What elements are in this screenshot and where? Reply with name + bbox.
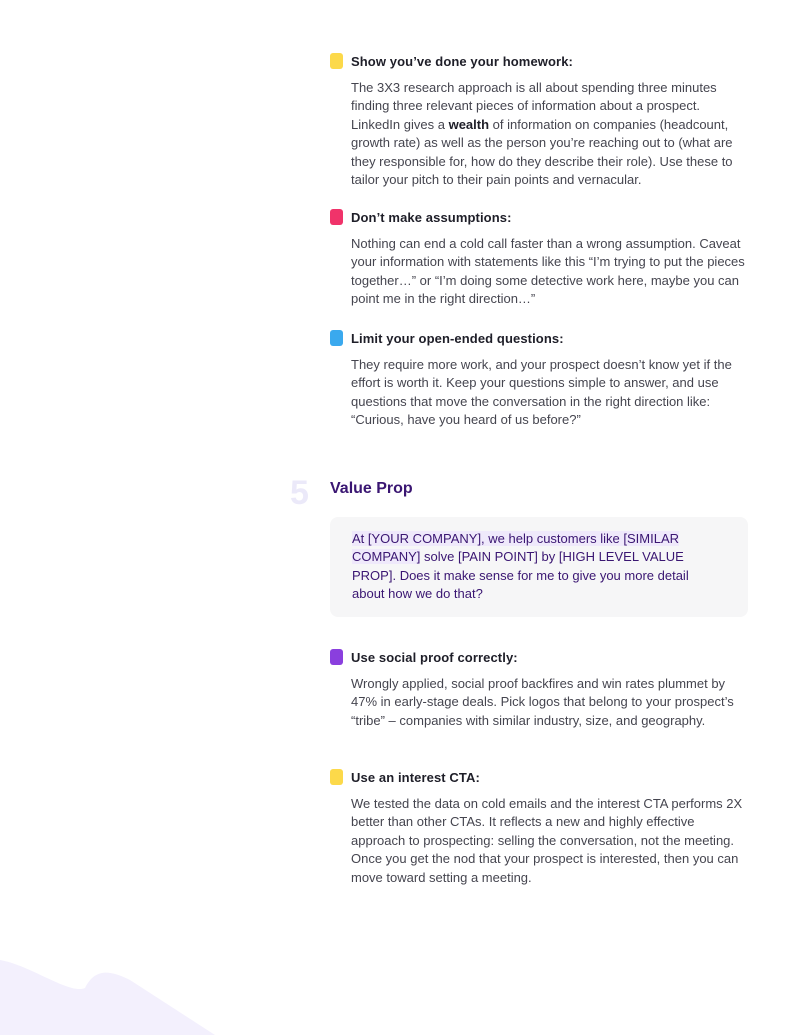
tip-body: Nothing can end a cold call faster than a wrong assumption. Caveat your information with statements like this “I’m trying to put the pieces together…” or “I’m doing some detective work here, maybe you can point me in the right direction…” bbox=[351, 236, 745, 307]
tip-body-emphasis: wealth bbox=[448, 116, 490, 132]
tip-assumptions bbox=[330, 208, 750, 309]
tip-title: Don’t make assumptions: bbox=[351, 209, 512, 225]
tip-header bbox=[330, 648, 750, 666]
tip-homework bbox=[330, 52, 750, 189]
tip-title: Use social proof correctly: bbox=[351, 649, 518, 665]
quote-text: solve [PAIN POINT] by [HIGH LEVEL VALUE PROP]. bbox=[352, 549, 684, 583]
tip-interest-cta bbox=[330, 768, 750, 887]
tip-header bbox=[330, 768, 750, 786]
tip-title: Limit your open-ended questions: bbox=[351, 330, 564, 346]
tip-body-text: of information on companies (headcount, growth rate) as well as the person you’re reaching out to (what are they responsible for, how do they describe their role). Use these to tailor your pitch to their pain points and vernacular. bbox=[351, 116, 733, 188]
tip-open-ended bbox=[330, 329, 750, 430]
tip-title: Use an interest CTA: bbox=[351, 769, 480, 785]
tip-header bbox=[330, 208, 750, 226]
yellow-marker-icon bbox=[330, 769, 343, 785]
purple-marker-icon bbox=[330, 649, 343, 665]
tip-title: Show you’ve done your homework: bbox=[351, 53, 573, 69]
tip-body bbox=[351, 79, 750, 189]
tip-body-text: The 3X3 research approach is all about spending three minutes finding three relevant pieces of information about a prospect. LinkedIn gives a bbox=[351, 80, 717, 132]
value-prop-quote bbox=[352, 530, 712, 604]
blue-marker-icon bbox=[330, 330, 343, 346]
decorative-wave-shape bbox=[0, 940, 240, 1035]
tip-body: Wrongly applied, social proof backfires and win rates plummet by 47% in early-stage deals. Pick logos that belong to your prospect’s “tribe” – companies with similar industry, size, and geography. bbox=[351, 676, 734, 728]
pink-marker-icon bbox=[330, 209, 343, 225]
tip-header bbox=[330, 52, 750, 70]
tip-social-proof bbox=[330, 648, 750, 730]
tip-body: They require more work, and your prospect doesn’t know yet if the effort is worth it. Keep your questions simple to answer, and use questions that move the conversation in the right direction like: “Curious, have you heard of us before?” bbox=[351, 357, 732, 428]
yellow-marker-icon bbox=[330, 53, 343, 69]
quote-highlight: At [YOUR COMPANY], we help customers like [SIMILAR COMPANY] bbox=[352, 531, 680, 565]
section-number: 5 bbox=[290, 474, 309, 512]
tip-body: We tested the data on cold emails and the interest CTA performs 2X better than other CTAs. It reflects a new and highly effective approach to prospecting: selling the conversation, not the meeting. Once you get the nod that your prospect is interested, then you can move toward setting a meeting. bbox=[351, 796, 743, 885]
tip-header bbox=[330, 329, 750, 347]
section-title: Value Prop bbox=[330, 480, 413, 497]
value-prop-quote-box bbox=[330, 517, 748, 617]
quote-text: Does it make sense for me to give you more detail about how we do that? bbox=[352, 567, 689, 602]
